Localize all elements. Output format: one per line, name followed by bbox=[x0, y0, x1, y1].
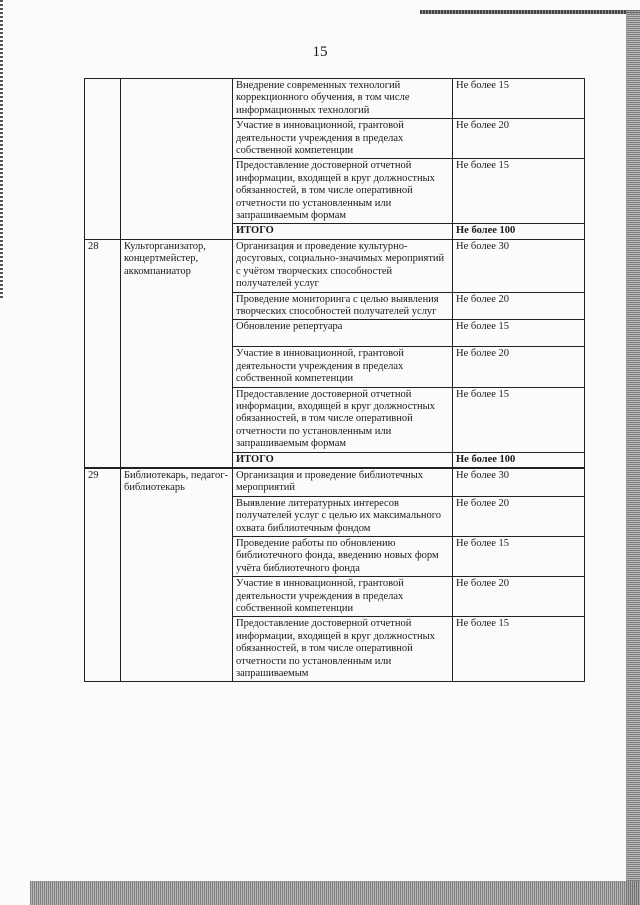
total-value: Не более 100 bbox=[453, 452, 585, 468]
value-cell: Не более 30 bbox=[453, 239, 585, 292]
criterion-cell: Обновление репертуара bbox=[233, 320, 453, 347]
criteria-table bbox=[84, 78, 585, 682]
criterion-cell: Внедрение современных технологий коррекционного обучения, в том числе информационных технологий bbox=[233, 79, 453, 119]
value-cell: Не более 20 bbox=[453, 577, 585, 617]
value-cell: Не более 20 bbox=[453, 119, 585, 159]
position-cell: Библиотекарь, педагог-библиотекарь bbox=[121, 468, 233, 682]
position-cell: Культорганизатор, концертмейстер, аккомпаниатор bbox=[121, 239, 233, 468]
value-cell: Не более 30 bbox=[453, 468, 585, 496]
criterion-cell: Участие в инновационной, грантовой деятельности учреждения в пределах собственной компетенции bbox=[233, 347, 453, 387]
value-cell: Не более 20 bbox=[453, 347, 585, 387]
row-number-cell: 29 bbox=[85, 468, 121, 682]
value-cell: Не более 20 bbox=[453, 496, 585, 536]
row-number-cell bbox=[85, 79, 121, 240]
criterion-cell: Выявление литературных интересов получателей услуг с целью их максимального охвата библиотечным фондом bbox=[233, 496, 453, 536]
scan-edge-right bbox=[626, 10, 640, 905]
criterion-cell: Предоставление достоверной отчетной информации, входящей в круг должностных обязанностей, в том числе оперативной отчетности по установленным или запрашиваемым bbox=[233, 617, 453, 682]
table-row bbox=[85, 239, 585, 292]
value-cell: Не более 15 bbox=[453, 537, 585, 577]
criterion-cell: Проведение работы по обновлению библиотечного фонда, введению новых форм учёта библиотечного фонда bbox=[233, 537, 453, 577]
total-value: Не более 100 bbox=[453, 224, 585, 239]
criterion-cell: Организация и проведение библиотечных мероприятий bbox=[233, 468, 453, 496]
criterion-cell: Участие в инновационной, грантовой деятельности учреждения в пределах собственной компетенции bbox=[233, 577, 453, 617]
row-number-cell: 28 bbox=[85, 239, 121, 468]
criterion-cell: Участие в инновационной, грантовой деятельности учреждения в пределах собственной компетенции bbox=[233, 119, 453, 159]
value-cell: Не более 15 bbox=[453, 387, 585, 452]
total-label: ИТОГО bbox=[233, 224, 453, 239]
page-number: 15 bbox=[312, 44, 328, 60]
table-row bbox=[85, 79, 585, 119]
value-cell: Не более 15 bbox=[453, 617, 585, 682]
value-cell: Не более 15 bbox=[453, 79, 585, 119]
position-cell bbox=[121, 79, 233, 240]
scan-edge-left bbox=[0, 0, 3, 300]
value-cell: Не более 20 bbox=[453, 292, 585, 320]
criterion-cell: Организация и проведение культурно-досуговых, социально-значимых мероприятий с учётом творческих способностей получателей услуг bbox=[233, 239, 453, 292]
criterion-cell: Предоставление достоверной отчетной информации, входящей в круг должностных обязанностей, в том числе оперативной отчетности по установленным или запрашиваемым формам bbox=[233, 159, 453, 224]
criterion-cell: Проведение мониторинга с целью выявления творческих способностей получателей услуг bbox=[233, 292, 453, 320]
table-row bbox=[85, 468, 585, 496]
value-cell: Не более 15 bbox=[453, 159, 585, 224]
value-cell: Не более 15 bbox=[453, 320, 585, 347]
scan-edge-top bbox=[420, 10, 640, 14]
total-label: ИТОГО bbox=[233, 452, 453, 468]
criterion-cell: Предоставление достоверной отчетной информации, входящей в круг должностных обязанностей, в том числе оперативной отчетности по установленным или запрашиваемым формам bbox=[233, 387, 453, 452]
scan-edge-bottom bbox=[30, 881, 640, 905]
